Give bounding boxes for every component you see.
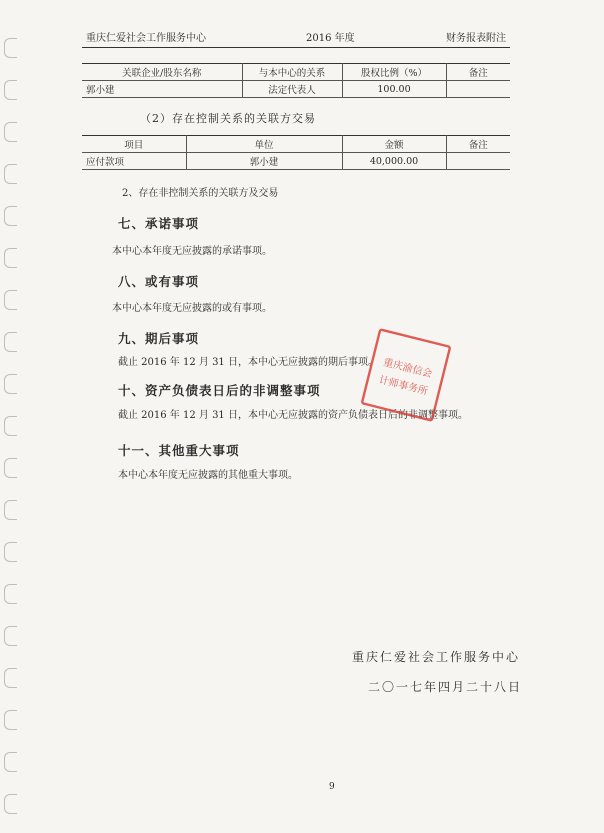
table-cell: 应付款项 <box>82 153 186 170</box>
header-rule <box>82 47 510 48</box>
table-header-cell: 关联企业/股东名称 <box>82 64 242 81</box>
signature-org: 重庆仁爱社会工作服务中心 <box>352 650 521 664</box>
seal-border <box>362 329 450 420</box>
table-header-cell: 与本中心的关系 <box>242 64 342 81</box>
section-title: 十一、其他重大事项 <box>118 443 240 458</box>
section-body: 截止 2016 年 12 月 31 日，本中心无应披露的期后事项。 <box>118 357 378 368</box>
signature-date: 二〇一七年四月二十八日 <box>368 680 523 694</box>
table-cell: 法定代表人 <box>242 81 342 98</box>
table-header-row <box>82 136 510 153</box>
table-cell: 100.00 <box>342 81 446 98</box>
item-2: 2、存在非控制关系的关联方及交易 <box>122 188 279 199</box>
table-row <box>82 153 510 170</box>
table-header-cell: 金额 <box>342 136 446 153</box>
section-body: 本中心本年度无应披露的其他重大事项。 <box>118 470 298 481</box>
table-header-row <box>82 64 510 81</box>
seal-text: 重庆渝信会计师事务所 <box>377 357 434 398</box>
table-header-cell: 备注 <box>446 64 510 81</box>
table-cell: 郭小建 <box>186 153 342 170</box>
table-cell: 40,000.00 <box>342 153 446 170</box>
header-org: 重庆仁爱社会工作服务中心 <box>86 33 206 44</box>
transaction-table <box>82 135 510 170</box>
table-header-cell: 股权比例（%） <box>342 64 446 81</box>
header-doc-title: 财务报表附注 <box>446 33 506 44</box>
header-year: 2016 年度 <box>306 33 355 44</box>
table-cell <box>446 153 510 170</box>
table-row <box>82 81 510 98</box>
section-title: 九、期后事项 <box>118 331 200 346</box>
page-number: 9 <box>329 782 335 792</box>
official-seal-stamp <box>358 327 454 423</box>
page-header <box>86 29 506 45</box>
section-body: 截止 2016 年 12 月 31 日，本中心无应披露的资产负债表日后的非调整事项。 <box>118 410 468 421</box>
table-header-cell: 单位 <box>186 136 342 153</box>
section-body: 本中心本年度无应披露的或有事项。 <box>112 303 272 314</box>
table-cell <box>446 81 510 98</box>
related-party-table <box>82 63 510 98</box>
section-body: 本中心本年度无应披露的承诺事项。 <box>112 246 272 257</box>
section-title: 八、或有事项 <box>118 274 200 289</box>
section-title: 十、资产负债表日后的非调整事项 <box>118 383 321 398</box>
section-title: 七、承诺事项 <box>118 216 200 231</box>
table-header-cell: 备注 <box>446 136 510 153</box>
table-cell: 郭小建 <box>82 81 242 98</box>
table-header-cell: 项目 <box>82 136 186 153</box>
subsection-title: （2）存在控制关系的关联方交易 <box>140 112 316 125</box>
